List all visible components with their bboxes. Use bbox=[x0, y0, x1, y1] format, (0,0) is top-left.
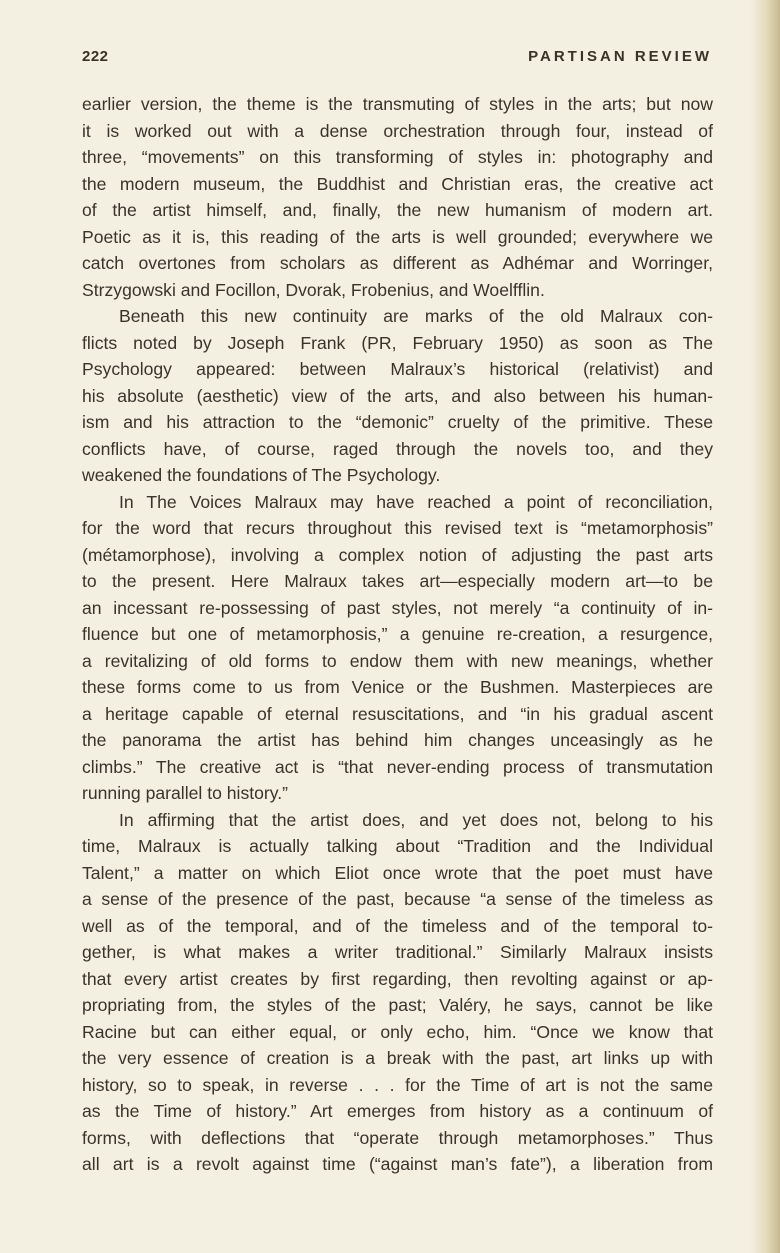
page-number: 222 bbox=[82, 48, 109, 65]
text-line: conflicts have, of course, raged through the novels too, and they bbox=[82, 438, 713, 459]
text-line: Beneath this new continuity are marks of the old Malraux con- bbox=[119, 306, 713, 326]
text-line: a revitalizing of old forms to endow them with new meanings, whether bbox=[82, 650, 713, 671]
text-line: earlier version, the theme is the transmuting of styles in the arts; but now bbox=[82, 94, 713, 114]
paragraph bbox=[82, 303, 713, 489]
text-line: Talent,” a matter on which Eliot once wrote that the poet must have bbox=[82, 862, 713, 883]
text-line: In affirming that the artist does, and yet does not, belong to his bbox=[119, 809, 713, 830]
text-line: an incessant re-possessing of past styles, not merely “a continuity of in- bbox=[82, 597, 713, 618]
text-line: three, “movements” on this transforming of styles in: photography and bbox=[82, 147, 713, 167]
text-line: all art is a revolt against time (“against man’s fate”), a liberation from bbox=[82, 1154, 713, 1174]
text-line: history, so to speak, in reverse . . . for the Time of art is not the same bbox=[82, 1074, 713, 1095]
page-header bbox=[82, 48, 712, 70]
text-line: fluence but one of metamorphosis,” a genuine re-creation, a resurgence, bbox=[82, 624, 713, 644]
text-line: for the word that recurs throughout this revised text is “metamorphosis” bbox=[82, 518, 713, 538]
text-line: weakened the foundations of The Psychology. bbox=[82, 465, 441, 485]
page-gutter-shadow bbox=[750, 0, 780, 1253]
text-line: well as of the temporal, and of the timeless and of the temporal to- bbox=[82, 915, 713, 936]
text-line: (métamorphose), involving a complex notion of adjusting the past arts bbox=[82, 544, 713, 565]
text-line: the modern museum, the Buddhist and Christian eras, the creative act bbox=[82, 173, 713, 194]
text-line: his absolute (aesthetic) view of the arts, and also between his human- bbox=[82, 385, 713, 406]
text-line: the very essence of creation is a break with the past, art links up with bbox=[82, 1048, 713, 1068]
text-line: as the Time of history.” Art emerges from history as a continuum of bbox=[82, 1101, 713, 1121]
text-line: climbs.” The creative act is “that never-ending process of transmutation bbox=[82, 756, 713, 777]
text-line: that every artist creates by first regarding, then revolting against or ap- bbox=[82, 968, 713, 989]
text-line: catch overtones from scholars as different as Adhémar and Worringer, bbox=[82, 253, 713, 273]
text-line: it is worked out with a dense orchestration through four, instead of bbox=[82, 120, 713, 141]
text-line: of the artist himself, and, finally, the new humanism of modern art. bbox=[82, 200, 713, 220]
text-line: a sense of the presence of the past, because “a sense of the timeless as bbox=[82, 889, 713, 909]
paragraph bbox=[82, 91, 713, 303]
text-line: Strzygowski and Focillon, Dvorak, Frobenius, and Woelfflin. bbox=[82, 279, 545, 300]
text-line: gether, is what makes a writer traditional.” Similarly Malraux insists bbox=[82, 942, 713, 962]
text-line: propriating from, the styles of the past; Valéry, he says, cannot be like bbox=[82, 995, 713, 1015]
text-line: Psychology appeared: between Malraux’s historical (relativist) and bbox=[82, 359, 713, 379]
running-head: PARTISAN REVIEW bbox=[528, 48, 712, 65]
text-line: In The Voices Malraux may have reached a point of reconciliation, bbox=[119, 491, 713, 512]
paragraph bbox=[82, 807, 713, 1178]
text-line: these forms come to us from Venice or the Bushmen. Masterpieces are bbox=[82, 677, 713, 697]
text-line: ism and his attraction to the “demonic” cruelty of the primitive. These bbox=[82, 412, 713, 432]
text-line: to the present. Here Malraux takes art—especially modern art—to be bbox=[82, 571, 713, 591]
text-line: a heritage capable of eternal resuscitations, and “in his gradual ascent bbox=[82, 703, 713, 724]
paragraph bbox=[82, 489, 713, 807]
article-body bbox=[82, 91, 713, 1178]
text-line: Racine but can either equal, or only echo, him. “Once we know that bbox=[82, 1021, 713, 1042]
text-line: running parallel to history.” bbox=[82, 783, 289, 803]
text-line: Poetic as it is, this reading of the arts is well grounded; everywhere we bbox=[82, 226, 713, 247]
text-line: flicts noted by Joseph Frank (PR, February 1950) as soon as The bbox=[82, 332, 713, 353]
text-line: forms, with deflections that “operate through metamorphoses.” Thus bbox=[82, 1127, 713, 1148]
text-line: time, Malraux is actually talking about “Tradition and the Individual bbox=[82, 836, 713, 856]
text-line: the panorama the artist has behind him changes unceasingly as he bbox=[82, 730, 713, 750]
